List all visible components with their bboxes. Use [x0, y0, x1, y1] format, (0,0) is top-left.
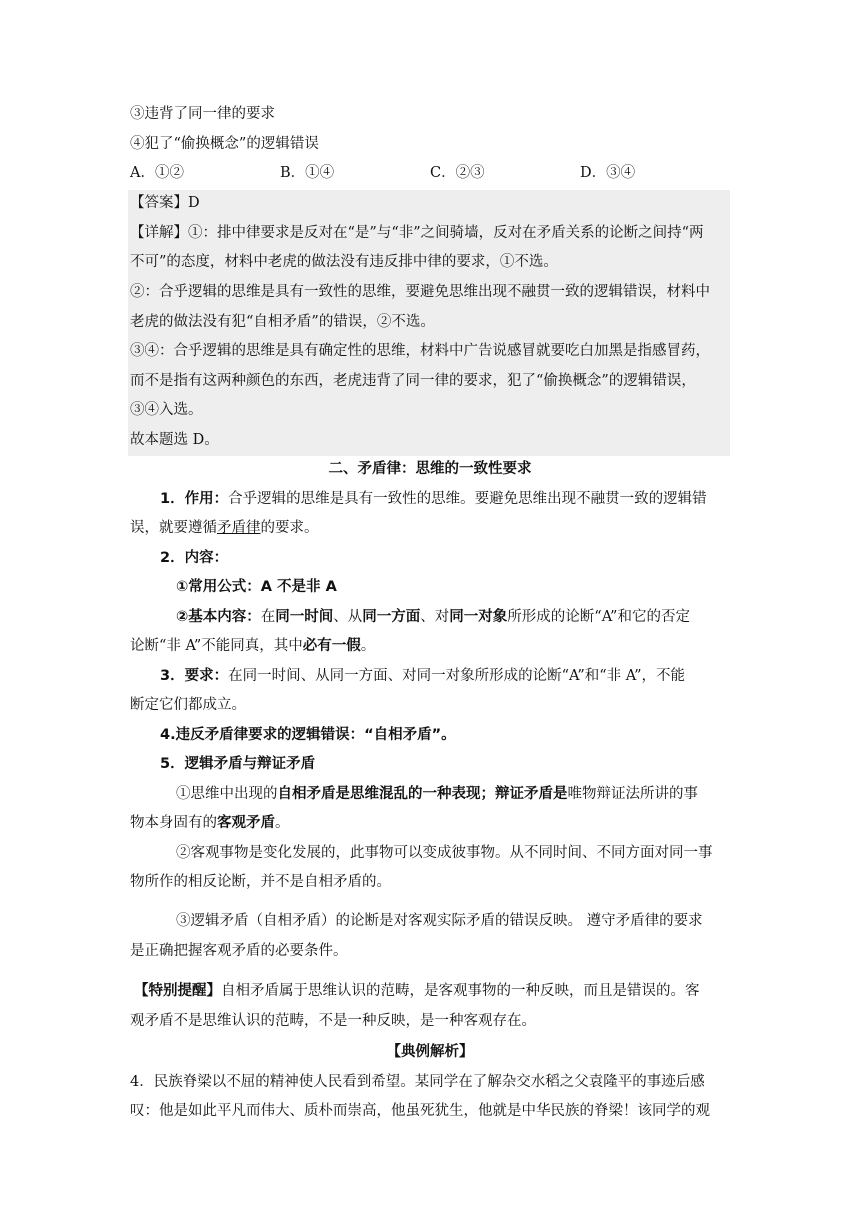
- choice-b: B．①④: [280, 165, 335, 181]
- p4-line: 4.违反矛盾律要求的逻辑错误：“自相矛盾”。: [160, 727, 456, 743]
- basic-content-line-2: 论断“非 A”不能同真，其中必有一假。: [130, 638, 376, 654]
- detail-line-3: ②：合乎逻辑的思维是具有一致性的思维，要避免思维出现不融贯一致的逻辑错误，材料中: [130, 284, 710, 300]
- p5-3-line-1: ③逻辑矛盾（自相矛盾）的论断是对客观实际矛盾的错误反映。 遵守矛盾律的要求: [176, 913, 703, 929]
- detail-line-8: 故本题选 D。: [130, 432, 219, 448]
- example-heading: 【典例解析】: [386, 1044, 474, 1060]
- choice-a: A．①②: [130, 165, 184, 181]
- p5-heading: 5．逻辑矛盾与辩证矛盾: [160, 756, 316, 772]
- formula-line: ①常用公式：A 不是非 A: [176, 579, 337, 595]
- answer-choices: [130, 161, 730, 185]
- p5-2-line-1: ②客观事物是变化发展的，此事物可以变成彼事物。从不同时间、不同方面对同一事: [176, 845, 713, 861]
- option-item-4: ④犯了“偷换概念”的逻辑错误: [130, 136, 319, 152]
- p1-line-2: 误，就要遵循矛盾律的要求。: [130, 520, 319, 536]
- p5-1-line-2: 物本身固有的客观矛盾。: [130, 815, 290, 831]
- p5-1-line-1: ①思维中出现的自相矛盾是思维混乱的一种表现；辩证矛盾是唯物辩证法所讲的事: [176, 786, 698, 802]
- question-4-line-1: 4．民族脊梁以不屈的精神使人民看到希望。某同学在了解杂交水稻之父袁隆平的事迹后感: [130, 1074, 705, 1090]
- question-4-line-2: 叹：他是如此平凡而伟大、质朴而崇高，他虽死犹生，他就是中华民族的脊梁！该同学的观: [130, 1103, 710, 1119]
- detail-line-5: ③④：合乎逻辑的思维是具有确定性的思维，材料中广告说感冒就要吃白加黑是指感冒药，: [130, 343, 710, 359]
- detail-line-7: ③④入选。: [130, 402, 203, 418]
- choice-d: D．③④: [580, 165, 636, 181]
- underlined-term: 矛盾律: [217, 520, 261, 536]
- section-title: 二、矛盾律：思维的一致性要求: [328, 461, 532, 477]
- reminder-line-2: 观矛盾不是思维认识的范畴，不是一种反映，是一种客观存在。: [130, 1013, 536, 1029]
- answer-line: 【答案】D: [130, 195, 200, 211]
- p1-line-1: 1．作用：合乎逻辑的思维是具有一致性的思维。要避免思维出现不融贯一致的逻辑错: [160, 491, 707, 507]
- p5-3-line-2: 是正确把握客观矛盾的必要条件。: [130, 943, 348, 959]
- reminder-line-1: 【特别提醒】自相矛盾属于思维认识的范畴，是客观事物的一种反映，而且是错误的。客: [134, 983, 700, 999]
- p3-line-2: 断定它们都成立。: [130, 697, 246, 713]
- p5-2-line-2: 物所作的相反论断，并不是自相矛盾的。: [130, 874, 391, 890]
- option-item-3: ③违背了同一律的要求: [130, 106, 275, 122]
- detail-line-2: 不可”的态度，材料中老虎的做法没有违反排中律的要求，①不选。: [130, 254, 558, 270]
- detail-line-1: 【详解】①：排中律要求是反对在“是”与“非”之间骑墙，反对在矛盾关系的论断之间持“两: [130, 225, 704, 241]
- detail-line-4: 老虎的做法没有犯“自相矛盾”的错误，②不选。: [130, 314, 435, 330]
- p2-label: 2．内容：: [160, 550, 229, 566]
- p3-line-1: 3．要求：在同一时间、从同一方面、对同一对象所形成的论断“A”和“非 A”，不能: [160, 668, 686, 684]
- basic-content-line-1: ②基本内容：在同一时间、从同一方面、对同一对象所形成的论断“A”和它的否定: [176, 609, 690, 625]
- detail-line-6: 而不是指有这两种颜色的东西，老虎违背了同一律的要求，犯了“偷换概念”的逻辑错误，: [130, 373, 696, 389]
- choice-c: C．②③: [430, 165, 485, 181]
